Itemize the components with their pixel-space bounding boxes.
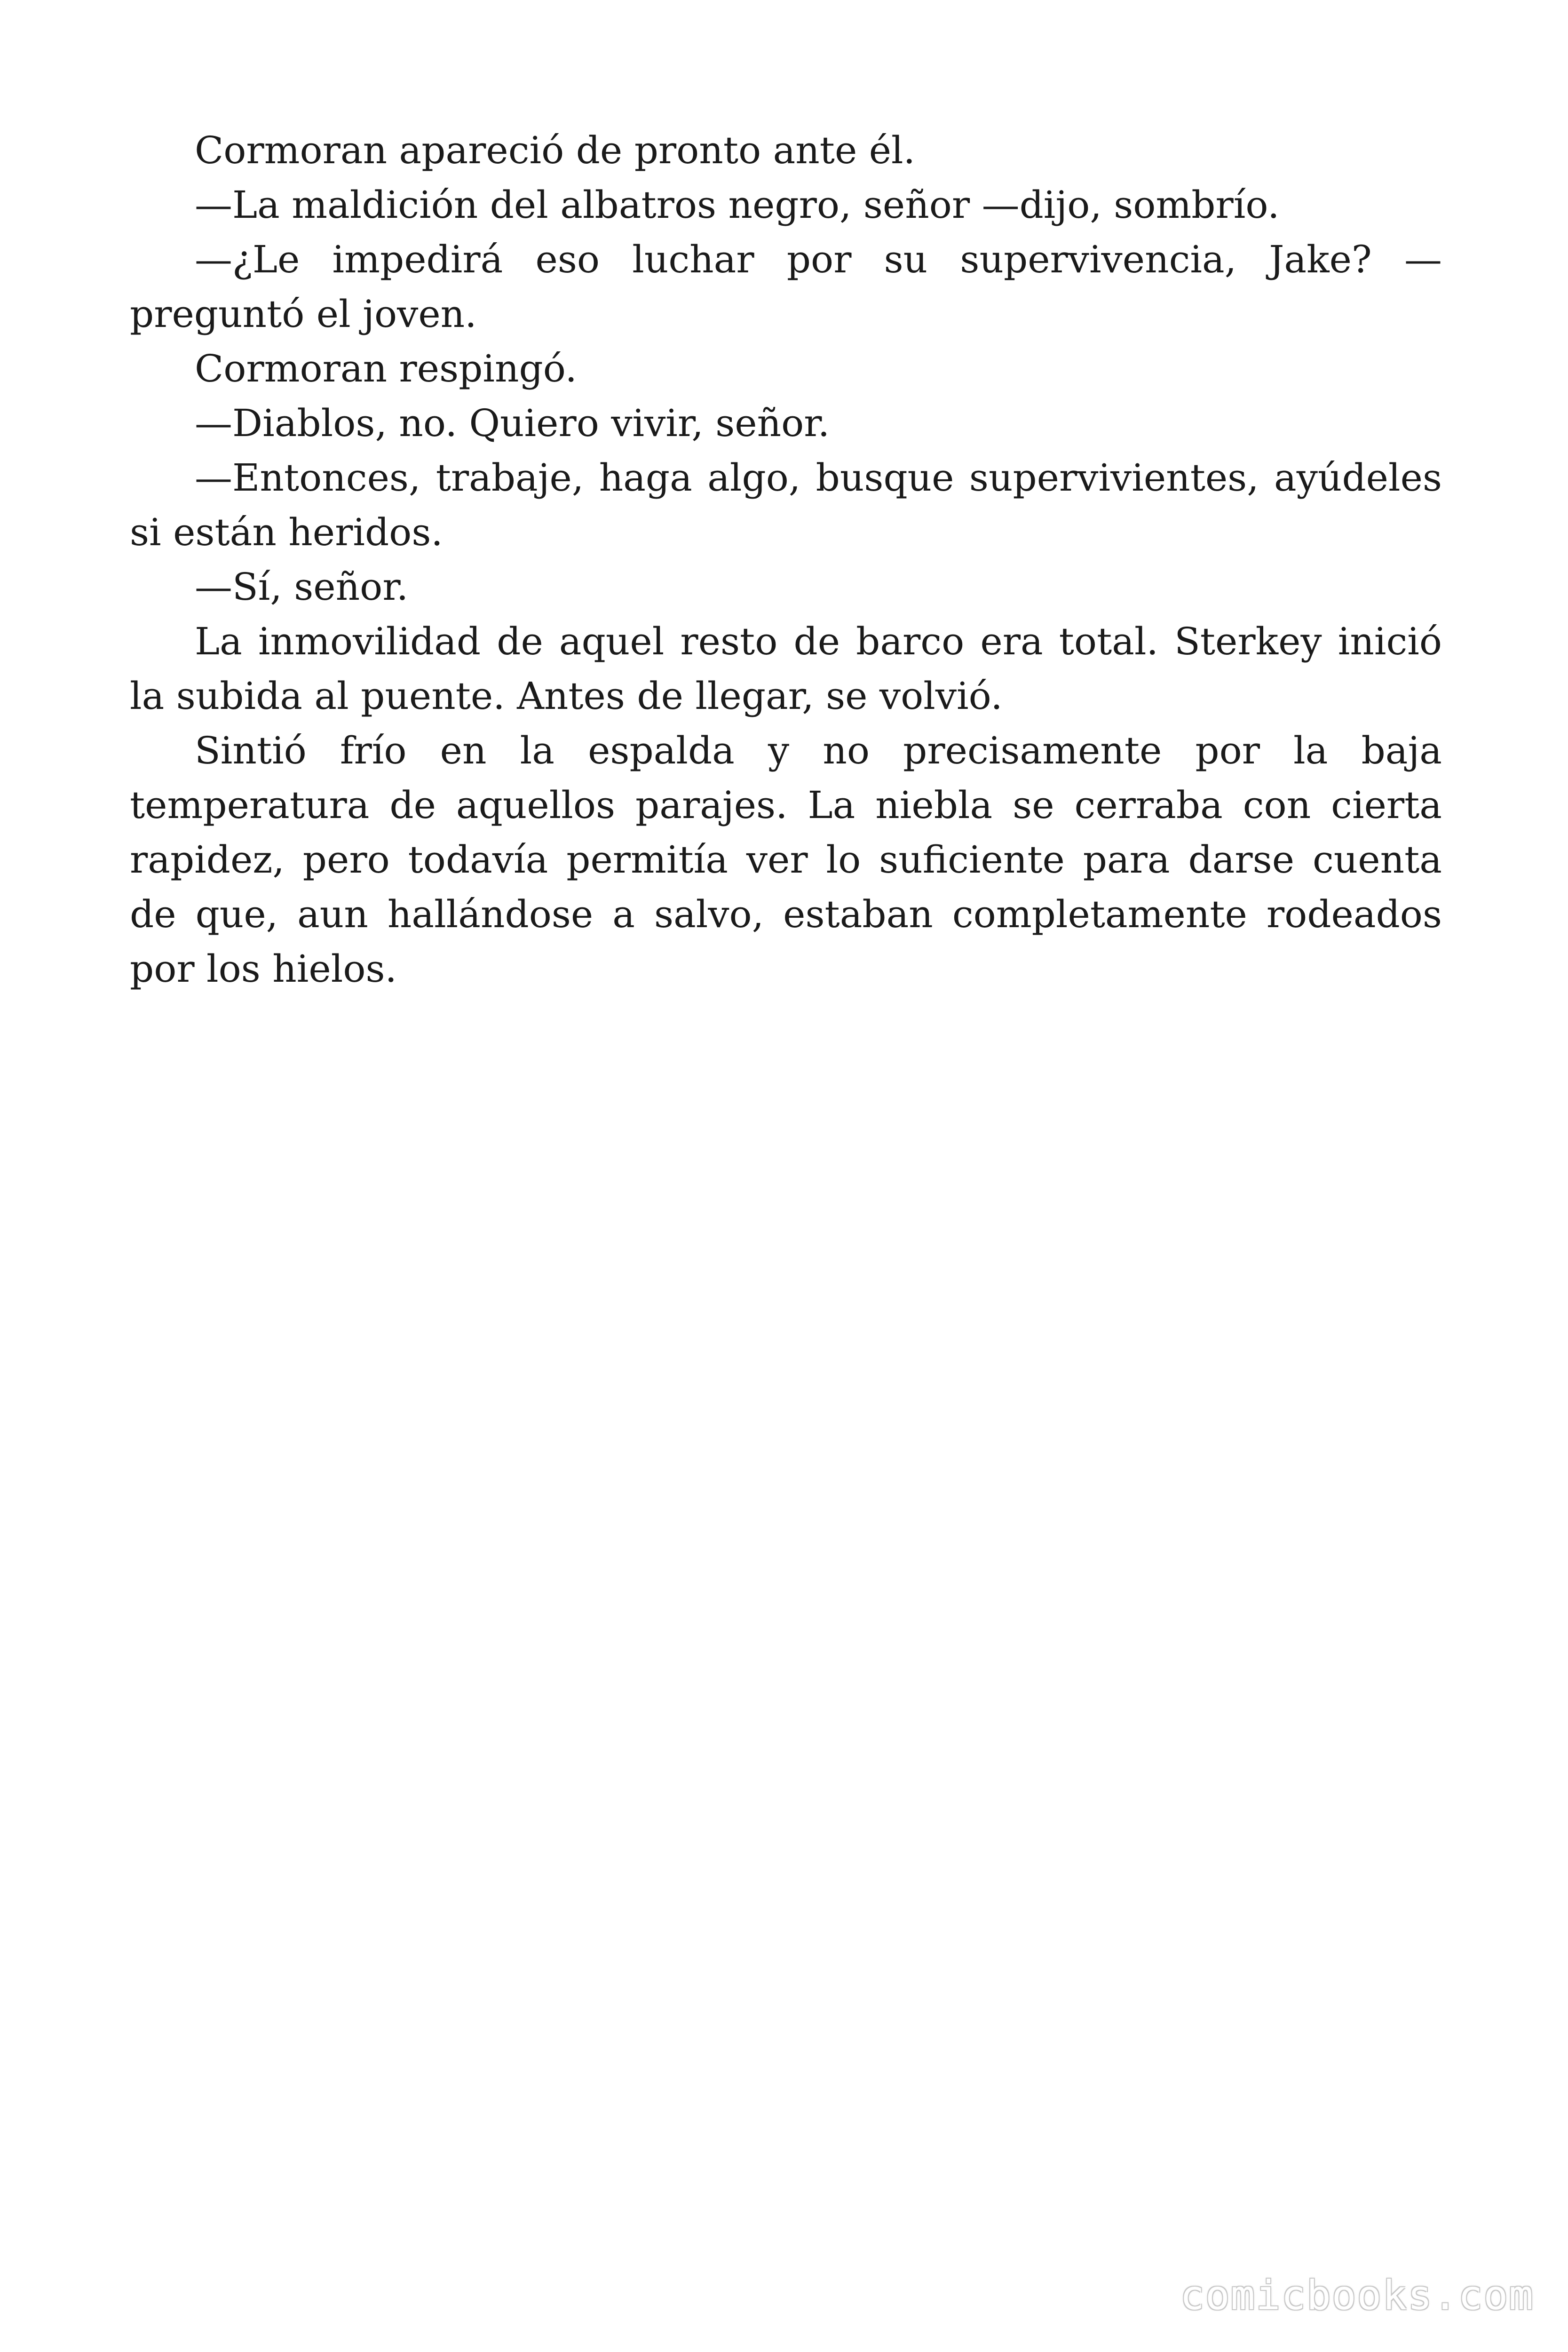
paragraph-8: La inmovilidad de aquel resto de barco era total. Sterkey inició la subida al puente. Antes de llegar, se volvió. — [130, 620, 1442, 718]
body-text — [130, 123, 1442, 996]
paragraph-2: —La maldición del albatros negro, señor —dijo, sombrío. — [195, 183, 1280, 227]
paragraph-1: Cormoran apareció de pronto ante él. — [195, 128, 916, 172]
paragraph-5: —Diablos, no. Quiero vivir, señor. — [195, 401, 830, 445]
paragraph-4: Cormoran respingó. — [195, 347, 577, 390]
paragraph-7: —Sí, señor. — [195, 565, 409, 609]
paragraph-6: —Entonces, trabaje, haga algo, busque supervivientes, ayúdeles si están heridos. — [130, 456, 1442, 554]
site-watermark: comicbooks.com — [1180, 2272, 1534, 2319]
paragraph-3: —¿Le impedirá eso luchar por su supervivencia, Jake? —preguntó el joven. — [130, 238, 1442, 336]
paragraph-9: Sintió frío en la espalda y no precisamente por la baja temperatura de aquellos parajes. La niebla se cerraba con cierta rapidez, pero todavía permitía ver lo suficiente para darse cuenta de que, aun hallándose a salvo, estaban completamente rodeados por los hielos. — [130, 729, 1442, 991]
